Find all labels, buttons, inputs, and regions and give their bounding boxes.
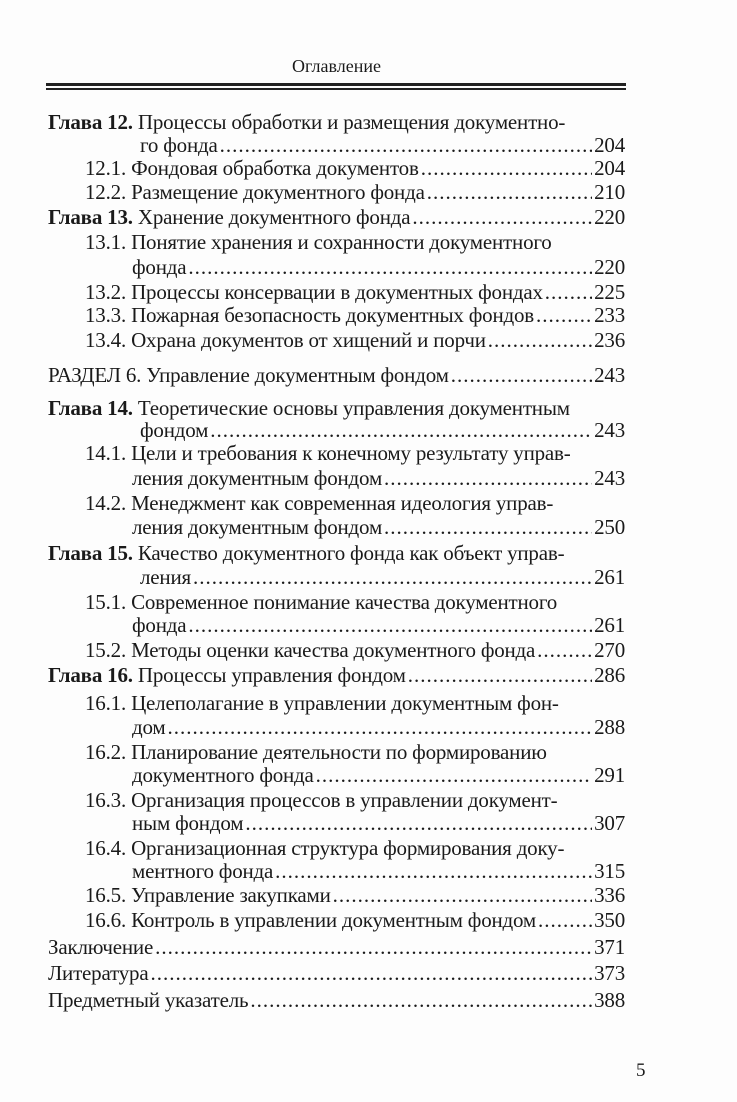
- entry-label: Глава 15.: [48, 541, 133, 565]
- dot-leader: [188, 255, 592, 279]
- entry-title: [132, 515, 382, 539]
- entry-page-number: 250: [594, 515, 625, 539]
- entry-page-number: 373: [594, 961, 625, 985]
- entry-title: [48, 988, 248, 1012]
- entry-title: [85, 691, 559, 715]
- entry-page-number: 243: [594, 363, 625, 387]
- entry-text: Понятие хранения и сохранности документного: [131, 230, 552, 254]
- entry-label: Глава 14.: [48, 396, 133, 420]
- entry-title: [85, 280, 543, 304]
- entry-title: [140, 565, 191, 589]
- dot-leader: [384, 466, 592, 490]
- dot-leader: [384, 515, 592, 539]
- dot-leader: [220, 133, 593, 157]
- entry-title: [85, 491, 553, 515]
- entry-title: [48, 110, 565, 134]
- entry-title: [48, 396, 570, 420]
- entry-text: фондом: [140, 418, 209, 442]
- dot-leader: [545, 280, 592, 304]
- toc-entry-line: [48, 541, 564, 565]
- dot-leader: [250, 988, 592, 1012]
- entry-text: Размещение документного фонда: [131, 180, 425, 204]
- entry-text: Процессы управления фондом: [137, 663, 406, 687]
- entry-title: [132, 715, 165, 739]
- toc-entry-link[interactable]: [48, 663, 625, 687]
- entry-text: Фондовая обработка документов: [131, 156, 419, 180]
- toc-entry-link[interactable]: [132, 613, 625, 637]
- entry-text: ментного фонда: [132, 859, 274, 883]
- entry-label: Глава 16.: [48, 663, 133, 687]
- toc-entry-line: [85, 836, 564, 860]
- entry-label: 16.4.: [85, 836, 127, 860]
- entry-page-number: 286: [594, 663, 625, 687]
- entry-text: фонда: [132, 613, 187, 637]
- entry-text: ным фондом: [132, 811, 244, 835]
- entry-text: Контроль в управлении документным фондом: [131, 908, 537, 932]
- entry-page-number: 350: [594, 908, 625, 932]
- entry-page-number: 291: [594, 763, 625, 787]
- entry-text: Управление закупками: [131, 883, 331, 907]
- entry-title: [132, 811, 243, 835]
- entry-title: [48, 961, 148, 985]
- header-rule-thin: [46, 88, 626, 90]
- entry-label: 13.2.: [85, 280, 127, 304]
- entry-title: [140, 418, 208, 442]
- toc-entry-link[interactable]: [132, 859, 625, 883]
- entry-label: 16.5.: [85, 883, 127, 907]
- toc-entry-link[interactable]: [48, 205, 625, 229]
- entry-page-number: 261: [594, 565, 625, 589]
- toc-entry-line: [48, 110, 565, 134]
- entry-title: [140, 133, 218, 157]
- entry-page-number: 388: [594, 988, 625, 1012]
- entry-title: [85, 156, 419, 180]
- entry-label: 16.6.: [85, 908, 127, 932]
- entry-title: [48, 205, 410, 229]
- entry-text: го фонда: [140, 133, 218, 157]
- entry-page-number: 336: [594, 883, 625, 907]
- dot-leader: [408, 663, 592, 687]
- toc-entry-link[interactable]: [85, 180, 625, 204]
- entry-text: ления документным фондом: [132, 515, 383, 539]
- entry-text: Охрана документов от хищений и порчи: [131, 328, 486, 352]
- toc-entry-line: [85, 691, 559, 715]
- toc-entry-link[interactable]: [132, 715, 625, 739]
- entry-text: Литература: [48, 961, 149, 985]
- entry-title: [85, 303, 534, 327]
- entry-text: ления: [140, 565, 191, 589]
- dot-leader: [167, 715, 592, 739]
- entry-page-number: 220: [594, 205, 625, 229]
- dot-leader: [537, 638, 592, 662]
- entry-title: [48, 541, 564, 565]
- entry-page-number: 270: [594, 638, 625, 662]
- entry-title: [132, 255, 186, 279]
- entry-label: 16.1.: [85, 691, 127, 715]
- entry-page-number: 220: [594, 255, 625, 279]
- dot-leader: [188, 613, 592, 637]
- toc-entry-link[interactable]: [85, 908, 625, 932]
- entry-page-number: 225: [594, 280, 625, 304]
- entry-text: Менеджмент как современная идеология управ-: [131, 491, 554, 515]
- header-rule-thick: [46, 83, 626, 86]
- entry-title: [48, 363, 449, 387]
- toc-entry-line: [48, 396, 570, 420]
- entry-label: РАЗДЕЛ 6.: [48, 363, 142, 387]
- dot-leader: [538, 908, 592, 932]
- entry-label: Глава 13.: [48, 205, 133, 229]
- entry-title: [85, 788, 557, 812]
- dot-leader: [193, 565, 592, 589]
- toc-entry-link[interactable]: [132, 515, 625, 539]
- entry-label: 15.2.: [85, 638, 127, 662]
- entry-text: Цели и требования к конечному результату управ-: [131, 441, 571, 465]
- entry-text: документного фонда: [132, 763, 314, 787]
- entry-title: [85, 230, 552, 254]
- toc-entry-link[interactable]: [85, 883, 625, 907]
- entry-title: [85, 328, 486, 352]
- entry-text: Процессы консервации в документных фондах: [131, 280, 543, 304]
- toc-entry-link[interactable]: [140, 133, 625, 157]
- toc-entry-link[interactable]: [48, 363, 625, 387]
- entry-page-number: 243: [594, 466, 625, 490]
- toc-entry-link[interactable]: [140, 565, 625, 589]
- entry-text: дом: [132, 715, 166, 739]
- entry-title: [132, 859, 273, 883]
- entry-text: ления документным фондом: [132, 466, 383, 490]
- entry-page-number: 288: [594, 715, 625, 739]
- entry-text: Организационная структура формирования доку-: [131, 836, 565, 860]
- entry-title: [48, 935, 153, 959]
- dot-leader: [150, 961, 592, 985]
- dot-leader: [536, 303, 592, 327]
- entry-page-number: 204: [594, 156, 625, 180]
- entry-page-number: 307: [594, 811, 625, 835]
- toc-entry-line: [85, 441, 571, 465]
- entry-title: [48, 663, 406, 687]
- entry-text: Заключение: [48, 935, 154, 959]
- page-number: 5: [636, 1060, 646, 1081]
- entry-text: Управление документным фондом: [146, 363, 449, 387]
- entry-text: Планирование деятельности по формированию: [131, 740, 547, 764]
- entry-text: Методы оценки качества документного фонда: [131, 638, 536, 662]
- entry-text: Пожарная безопасность документных фондов: [131, 303, 535, 327]
- entry-text: Качество документного фонда как объект управ-: [137, 541, 565, 565]
- entry-text: Современное понимание качества документного: [131, 590, 558, 614]
- toc-entry-line: [85, 230, 552, 254]
- entry-label: Глава 12.: [48, 110, 133, 134]
- entry-label: 14.1.: [85, 441, 127, 465]
- toc-entry-link[interactable]: [85, 328, 625, 352]
- entry-label: 12.2.: [85, 180, 127, 204]
- entry-page-number: 315: [594, 859, 625, 883]
- dot-leader: [451, 363, 592, 387]
- entry-label: 15.1.: [85, 590, 127, 614]
- toc-entry-link[interactable]: [140, 418, 625, 442]
- entry-text: Предметный указатель: [48, 988, 249, 1012]
- toc-entry-link[interactable]: [85, 156, 625, 180]
- toc-entry-link[interactable]: [132, 255, 625, 279]
- dot-leader: [155, 935, 592, 959]
- entry-label: 16.2.: [85, 740, 127, 764]
- entry-label: 14.2.: [85, 491, 127, 515]
- running-header: Оглавление: [292, 56, 381, 76]
- entry-label: 13.3.: [85, 303, 127, 327]
- toc-entry-link[interactable]: [48, 988, 625, 1012]
- toc-entry-link[interactable]: [48, 935, 625, 959]
- dot-leader: [421, 156, 592, 180]
- toc-entry-link[interactable]: [85, 280, 625, 304]
- entry-text: Хранение документного фонда: [137, 205, 411, 229]
- dot-leader: [427, 180, 592, 204]
- entry-page-number: 210: [594, 180, 625, 204]
- entry-text: Процессы обработки и размещения документно-: [137, 110, 566, 134]
- entry-text: Организация процессов в управлении документ-: [131, 788, 558, 812]
- dot-leader: [275, 859, 592, 883]
- entry-page-number: 233: [594, 303, 625, 327]
- entry-title: [132, 763, 314, 787]
- toc-entry-line: [85, 590, 557, 614]
- toc-entry-link[interactable]: [132, 466, 625, 490]
- entry-label: 16.3.: [85, 788, 127, 812]
- entry-text: Целеполагание в управлении документным фон-: [131, 691, 559, 715]
- entry-title: [85, 590, 557, 614]
- toc-entry-line: [85, 491, 553, 515]
- toc-entry-link[interactable]: [132, 811, 625, 835]
- dot-leader: [210, 418, 592, 442]
- entry-page-number: 261: [594, 613, 625, 637]
- entry-title: [85, 836, 564, 860]
- toc-entry-link[interactable]: [132, 763, 625, 787]
- toc-entry-line: [85, 740, 547, 764]
- entry-page-number: 236: [594, 328, 625, 352]
- toc-entry-link[interactable]: [85, 638, 625, 662]
- entry-title: [85, 883, 331, 907]
- dot-leader: [316, 763, 592, 787]
- entry-label: 12.1.: [85, 156, 127, 180]
- entry-title: [132, 613, 186, 637]
- entry-page-number: 204: [594, 133, 625, 157]
- dot-leader: [488, 328, 592, 352]
- entry-page-number: 243: [594, 418, 625, 442]
- entry-text: фонда: [132, 255, 187, 279]
- dot-leader: [333, 883, 592, 907]
- dot-leader: [245, 811, 592, 835]
- entry-title: [132, 466, 382, 490]
- entry-title: [85, 908, 536, 932]
- toc-entry-link[interactable]: [85, 303, 625, 327]
- entry-title: [85, 441, 571, 465]
- dot-leader: [412, 205, 592, 229]
- entry-text: Теоретические основы управления документным: [137, 396, 570, 420]
- entry-page-number: 371: [594, 935, 625, 959]
- toc-entry-link[interactable]: [48, 961, 625, 985]
- toc-entry-line: [85, 788, 557, 812]
- entry-title: [85, 638, 535, 662]
- entry-label: 13.4.: [85, 328, 127, 352]
- entry-title: [85, 180, 425, 204]
- entry-title: [85, 740, 547, 764]
- entry-label: 13.1.: [85, 230, 127, 254]
